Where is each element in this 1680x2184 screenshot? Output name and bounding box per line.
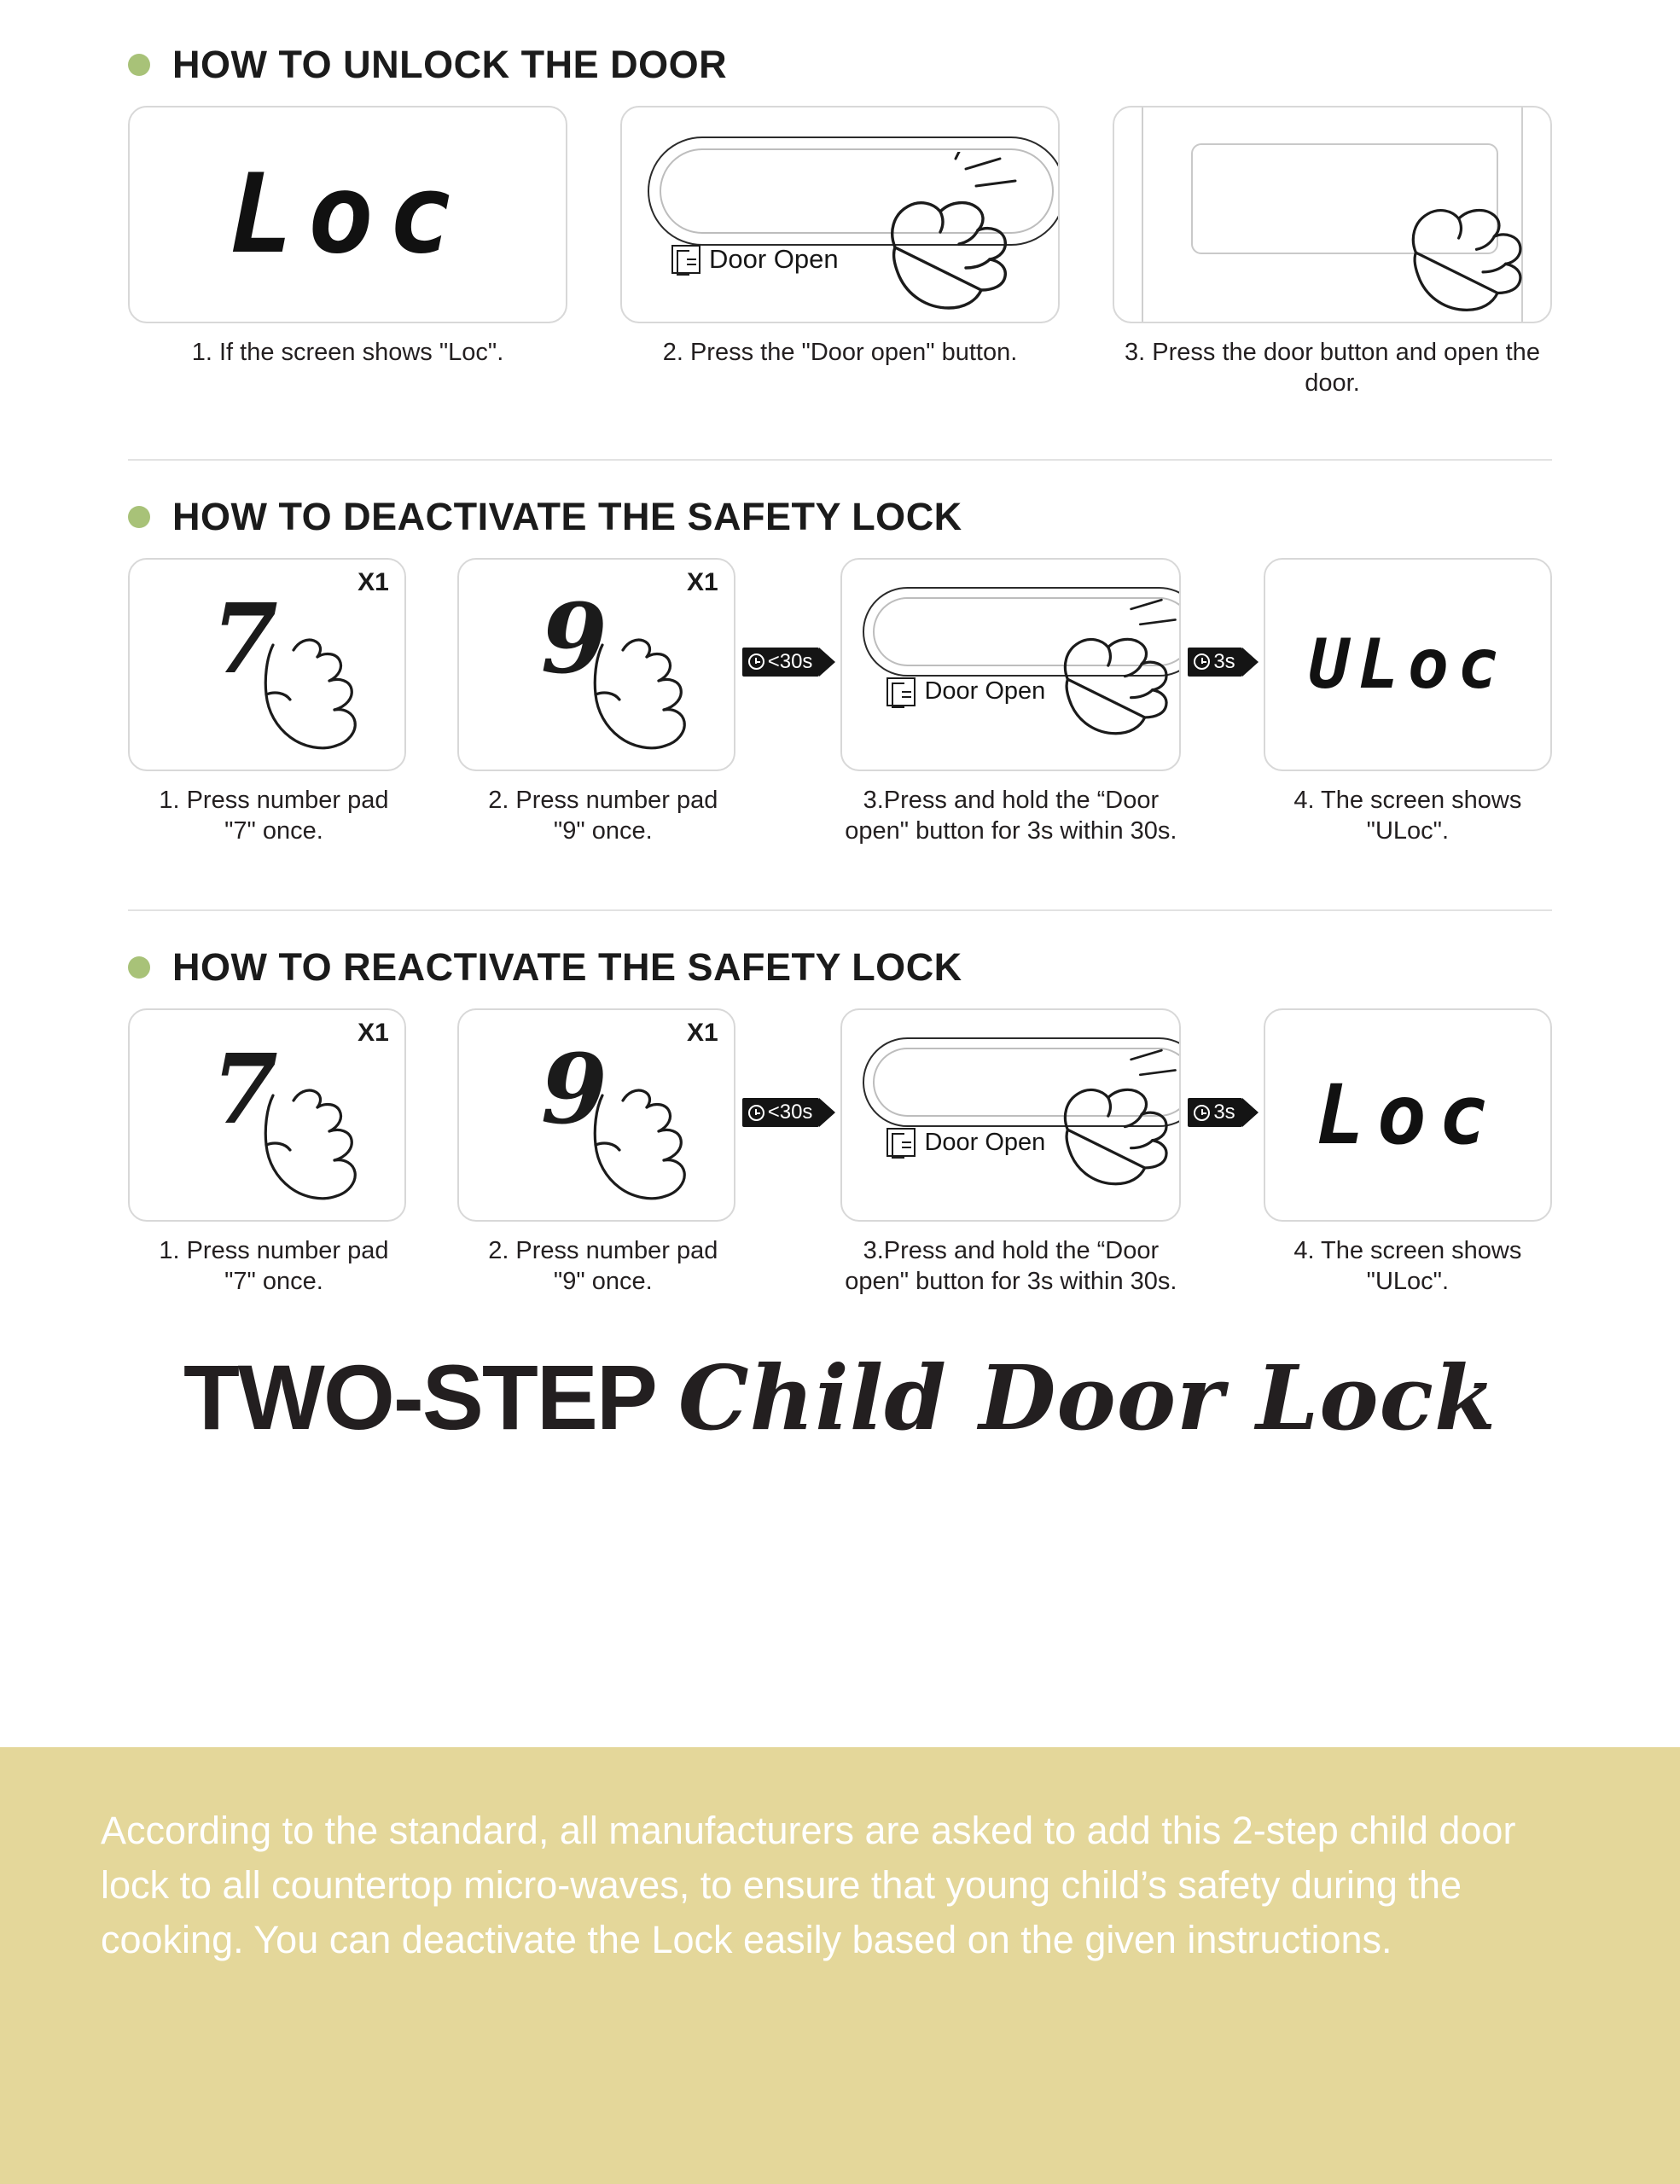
hand-pointing-icon (848, 152, 1053, 314)
door-open-button-illustration (842, 560, 1179, 770)
step-caption: 3. Press the door button and open the door. (1125, 339, 1540, 398)
step-caption: 3.Press and hold the “Door open" button for 3s within 30s. (845, 786, 1177, 845)
step-caption: 4. The screen shows "ULoc". (1293, 786, 1522, 845)
timing-arrow-30s (742, 648, 836, 677)
door-open-text: Door Open (924, 1128, 1046, 1156)
section-reactivate-lock (0, 911, 1680, 1298)
door-icon (671, 245, 700, 274)
repeat-count: X1 (358, 1019, 389, 1047)
badge-3s (1188, 1098, 1241, 1127)
step-3 (840, 1008, 1181, 1298)
title-bold-part: TWO-STEP (183, 1345, 656, 1449)
step-3 (1113, 106, 1552, 399)
step-card (1264, 558, 1552, 771)
timing-arrow-3s (1188, 648, 1258, 677)
section-title: HOW TO DEACTIVATE THE SAFETY LOCK (172, 494, 962, 538)
step-row-reactivate (128, 1008, 1552, 1298)
microwave-door-panel (1114, 107, 1550, 322)
arrow-icon (819, 1098, 835, 1127)
badge-label: <30s (767, 1101, 813, 1124)
badge-3s (1188, 648, 1241, 677)
arrow-icon (819, 648, 835, 677)
hand-pointing-icon (1370, 162, 1552, 316)
hand-pointing-icon (1026, 594, 1181, 739)
door-open-button-illustration (842, 1010, 1179, 1220)
keypad-number: 9 (540, 583, 607, 695)
door-open-text: Door Open (924, 677, 1046, 705)
keypad-number: 9 (540, 1034, 607, 1146)
panel-left-edge (1142, 107, 1143, 322)
clock-icon (748, 653, 764, 670)
repeat-count: X1 (358, 567, 389, 596)
clock-icon (1194, 1105, 1210, 1121)
step-caption: 2. Press the "Door open" button. (662, 339, 1018, 366)
main-title (0, 1344, 1680, 1450)
step-2 (457, 558, 735, 847)
step-2 (457, 1008, 735, 1298)
step-card (457, 558, 735, 771)
step-caption: 2. Press number pad "9" once. (488, 786, 718, 845)
timing-arrow-30s (742, 1098, 836, 1127)
step-caption: 3.Press and hold the “Door open" button for 3s within 30s. (845, 1237, 1177, 1296)
door-open-label-group (887, 677, 1045, 706)
section-heading (128, 945, 1552, 990)
step-card (457, 1008, 735, 1222)
door-open-text: Door Open (709, 244, 839, 274)
section-unlock-door (0, 0, 1680, 399)
section-title: HOW TO REACTIVATE THE SAFETY LOCK (172, 945, 962, 989)
step-card (128, 106, 567, 323)
step-caption: 1. If the screen shows "Loc". (191, 339, 504, 366)
step-4 (1264, 558, 1552, 847)
step-caption: 1. Press number pad "7" once. (159, 786, 389, 845)
hand-finger-icon (570, 1089, 715, 1217)
display-text: Loc (228, 151, 468, 278)
badge-30s (742, 1098, 820, 1127)
section-deactivate-lock (0, 461, 1680, 847)
step-row-deactivate (128, 558, 1552, 847)
step-card (840, 1008, 1181, 1222)
footer-text: According to the standard, all manufacturers are asked to add this 2-step child door lock to all countertop micro-waves, to ensure that young child’s safety during the cooking. You can deactivate the Lock easily based on the given instructions. (101, 1809, 1516, 1961)
badge-label: <30s (767, 649, 813, 673)
door-open-label-group (671, 244, 839, 275)
hand-pointing-icon (1026, 1044, 1181, 1189)
step-card (840, 558, 1181, 771)
badge-label: 3s (1213, 649, 1235, 673)
keypad-number: 7 (212, 1034, 278, 1146)
step-1 (128, 558, 406, 847)
hand-finger-icon (241, 1089, 386, 1217)
step-caption: 4. The screen shows "ULoc". (1293, 1237, 1522, 1296)
repeat-count: X1 (687, 1019, 718, 1047)
door-icon (887, 677, 916, 706)
keypad-number: 7 (212, 583, 278, 695)
arrow-icon (1242, 648, 1259, 677)
footer-note (0, 1747, 1680, 2184)
door-open-label-group (887, 1128, 1045, 1157)
arrow-icon (1242, 1098, 1259, 1127)
section-heading (128, 495, 1552, 539)
bullet-icon (128, 506, 150, 528)
step-card (620, 106, 1060, 323)
step-3 (840, 558, 1181, 847)
step-2 (620, 106, 1060, 368)
title-script-part: Child Door Lock (677, 1345, 1497, 1450)
hand-finger-icon (241, 638, 386, 766)
step-caption: 2. Press number pad "9" once. (488, 1237, 718, 1296)
step-4 (1264, 1008, 1552, 1298)
section-heading (128, 43, 1552, 87)
step-caption: 1. Press number pad "7" once. (159, 1237, 389, 1296)
step-card (1264, 1008, 1552, 1222)
step-row-unlock (128, 106, 1552, 399)
timing-arrow-3s (1188, 1098, 1258, 1127)
clock-icon (1194, 653, 1210, 670)
hand-finger-icon (570, 638, 715, 766)
step-card (128, 1008, 406, 1222)
display-text: Loc (1316, 1067, 1500, 1163)
step-card (128, 558, 406, 771)
door-open-button-illustration (622, 107, 1058, 322)
section-title: HOW TO UNLOCK THE DOOR (172, 43, 728, 86)
step-1 (128, 1008, 406, 1298)
clock-icon (748, 1105, 764, 1121)
badge-30s (742, 648, 820, 677)
repeat-count: X1 (687, 567, 718, 596)
bullet-icon (128, 54, 150, 76)
step-1 (128, 106, 567, 368)
door-icon (887, 1128, 916, 1157)
badge-label: 3s (1213, 1101, 1235, 1124)
bullet-icon (128, 956, 150, 979)
display-text: ULoc (1308, 624, 1508, 704)
step-card (1113, 106, 1552, 323)
